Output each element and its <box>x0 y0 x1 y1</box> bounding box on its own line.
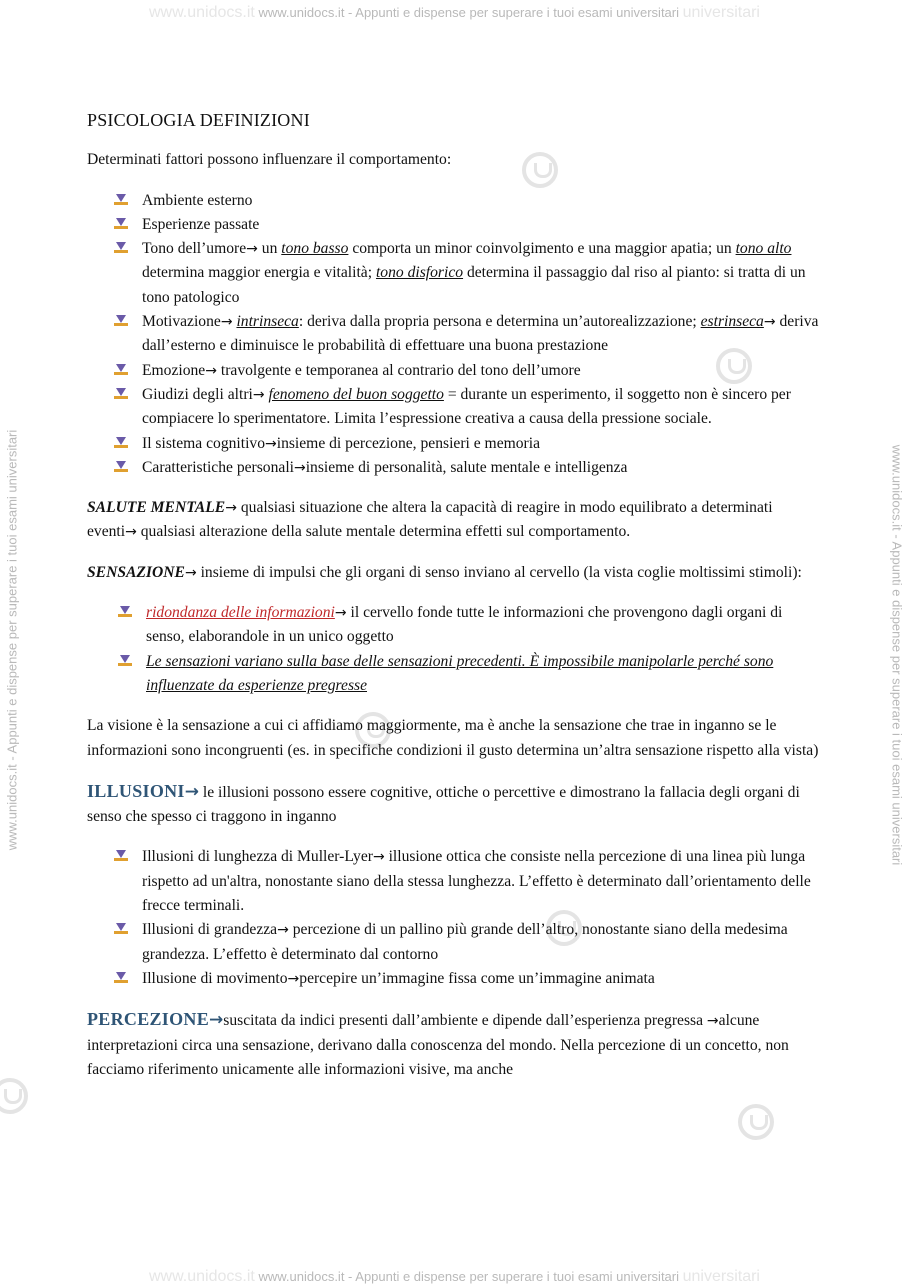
visione-paragraph: La visione è la sensazione a cui ci affidiamo maggiormente, ma è anche la sensazione che trae in inganno se le informazioni sono incongruenti (es. in specifiche condizioni il gusto determina un’altra sensazione rispetto alla vista) <box>87 717 819 759</box>
list-item: Illusioni di grandezza→ percezione di un pallino più grande dell’altro, nonostante siano della medesima grandezza. L’effetto è determinato dal contorno <box>142 918 822 967</box>
intro-paragraph: Determinati fattori possono influenzare il comportamento: <box>87 151 452 169</box>
arrow-icon: → <box>125 524 137 541</box>
document-title: PSICOLOGIA DEFINIZIONI <box>87 110 310 130</box>
arrow-icon: → <box>277 922 289 939</box>
bullet-icon <box>114 923 128 937</box>
bullet-icon <box>118 606 132 620</box>
percezione-paragraph: PERCEZIONE→suscitata da indici presenti dall’ambiente e dipende dall’esperienza pregressa →alcune interpretazioni circa una sensazione, derivano dalla conoscenza del mondo. Nella percezione di un concetto, non facciamo riferimento unicamente alle informazioni visive, ma anche <box>87 1009 789 1078</box>
bullet-icon <box>114 194 128 208</box>
sensazione-list <box>87 601 822 698</box>
term-sensazione: SENSAZIONE <box>87 563 185 581</box>
bullet-icon <box>114 850 128 864</box>
arrow-icon: → <box>293 459 306 476</box>
sensazione-paragraph: SENSAZIONE→ insieme di impulsi che gli organi di senso inviano al cervello (la vista coglie moltissimi stimoli): <box>87 563 802 581</box>
arrow-icon: → <box>184 781 199 802</box>
arrow-icon: → <box>763 314 776 331</box>
unidocs-logo-icon <box>0 1078 28 1114</box>
watermark-right: www.unidocs.it - Appunti e dispense per superare i tuoi esami universitari <box>889 444 905 866</box>
list-item: Motivazione→ intrinseca: deriva dalla propria persona e determina un’autorealizzazione; estrinseca→ deriva dall’esterno e diminuisce le probabilità di effettuare una buona prestazione <box>142 310 822 359</box>
arrow-icon: → <box>334 605 347 622</box>
bullet-icon <box>114 388 128 402</box>
term-percezione: PERCEZIONE <box>87 1009 210 1030</box>
arrow-icon: → <box>209 1010 224 1031</box>
list-item: Le sensazioni variano sulla base delle sensazioni precedenti. È impossibile manipolarle perché sono influenzate da esperienze pregresse <box>146 650 822 699</box>
list-item: Il sistema cognitivo→insieme di percezione, pensieri e memoria <box>142 432 822 456</box>
arrow-icon: → <box>220 314 233 331</box>
list-item: Giudizi degli altri→ fenomeno del buon soggetto = durante un esperimento, il soggetto non è sincero per compiacere lo sperimentatore. Limita l’espressione creativa a causa della pressione sociale. <box>142 383 822 432</box>
factors-list <box>87 189 822 481</box>
bullet-icon <box>114 315 128 329</box>
arrow-icon: → <box>205 362 217 379</box>
list-item: Emozione→ travolgente e temporanea al contrario del tono dell’umore <box>142 359 822 383</box>
term-salute-mentale: SALUTE MENTALE <box>87 499 226 517</box>
watermark-left: www.unidocs.it - Appunti e dispense per superare i tuoi esami universitari <box>4 429 20 851</box>
arrow-icon: → <box>246 241 258 258</box>
arrow-icon: → <box>706 1013 719 1030</box>
bullet-icon <box>114 218 128 232</box>
watermark-footer: www.unidocs.it www.unidocs.it - Appunti e dispense per superare i tuoi esami universitari universitari <box>149 1268 760 1285</box>
salute-mentale-paragraph: SALUTE MENTALE→ qualsiasi situazione che altera la capacità di reagire in modo equilibrato a determinati eventi→ qualsiasi alterazione della salute mentale determina effetti sul comportamento. <box>87 499 773 541</box>
bullet-icon <box>114 972 128 986</box>
list-item: Tono dell’umore→ un tono basso comporta un minor coinvolgimento e una maggior apatia; un tono alto determina maggior energia e vitalità; tono disforico determina il passaggio dal riso al pianto: si tratta di un tono patologico <box>142 237 822 310</box>
arrow-icon: → <box>287 970 300 987</box>
list-item: ridondanza delle informazioni→ il cervello fonde tutte le informazioni che provengono dagli organi di senso, elaborandole in un unico oggetto <box>146 601 822 650</box>
document-body <box>87 108 822 1098</box>
list-item: Illusioni di lunghezza di Muller-Lyer→ illusione ottica che consiste nella percezione di una linea più lunga rispetto ad un'altra, nonostante siano della stessa lunghezza. L’effetto è determinato dall’orientamento delle frecce terminali. <box>142 845 822 918</box>
bullet-icon <box>118 655 132 669</box>
watermark-header: www.unidocs.it www.unidocs.it - Appunti e dispense per superare i tuoi esami universitari universitari <box>149 4 760 21</box>
arrow-icon: → <box>252 386 265 403</box>
arrow-icon: → <box>265 435 277 452</box>
list-item: Illusione di movimento→percepire un’immagine fissa come un’immagine animata <box>142 967 822 991</box>
illusioni-paragraph: ILLUSIONI→ le illusioni possono essere cognitive, ottiche o percettive e dimostrano la fallacia degli organi di senso che spesso ci traggono in inganno <box>87 780 800 826</box>
arrow-icon: → <box>225 500 237 517</box>
bullet-icon <box>114 461 128 475</box>
list-item: Caratteristiche personali→insieme di personalità, salute mentale e intelligenza <box>142 456 822 480</box>
term-illusioni: ILLUSIONI <box>87 780 185 801</box>
arrow-icon: → <box>184 564 197 581</box>
illusioni-list <box>87 845 822 991</box>
list-item: Ambiente esterno <box>142 189 822 213</box>
bullet-icon <box>114 242 128 256</box>
arrow-icon: → <box>372 849 385 866</box>
list-item: Esperienze passate <box>142 213 822 237</box>
unidocs-logo-icon <box>738 1104 774 1140</box>
bullet-icon <box>114 364 128 378</box>
bullet-icon <box>114 437 128 451</box>
